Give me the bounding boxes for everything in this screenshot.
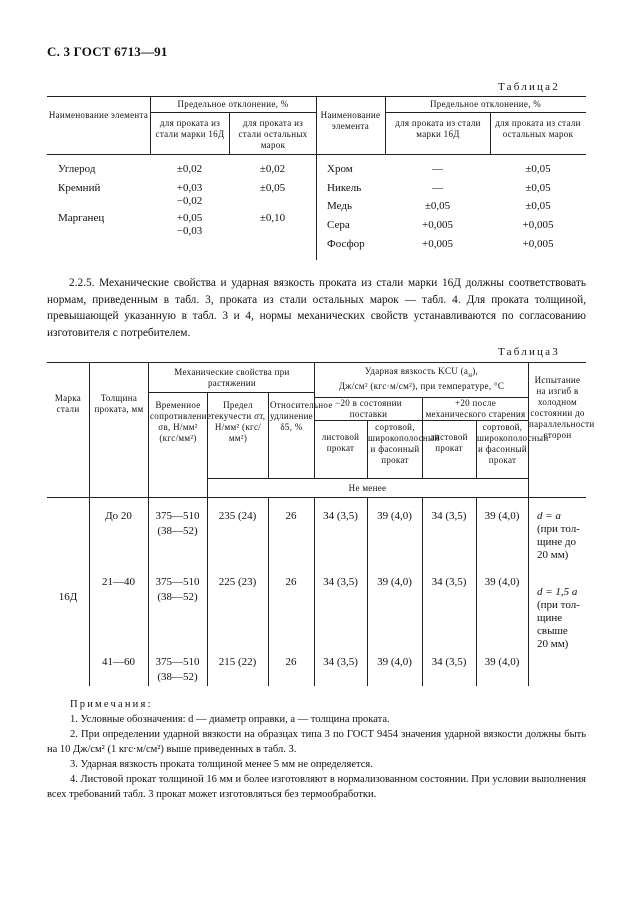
table2-value: +0,05 [176,212,203,224]
table3-header-impact [315,366,528,392]
note-item: 3. Ударная вязкость проката толщиной менее 5 мм не определяется. [70,759,373,770]
table3-bend-line: 20 мм) [537,549,569,561]
table2-value: +0,005 [522,238,554,250]
table3-bend-line: d = a [537,510,561,522]
table3-header-impact-units: Дж/см² (кгс·м/см²), при температуре, °С [338,380,505,391]
table3-tensile-kgf: (38—52) [157,591,198,603]
page-header: С. 3 ГОСТ 6713—91 [47,44,168,59]
table3-impact: 39 (4,0) [484,510,520,522]
table2-value: — [432,163,443,175]
table3-impact: 39 (4,0) [377,510,412,522]
table3-elongation: 26 [285,576,297,588]
table3-vline [148,362,149,686]
table2-col-other-left: для проката из стали остальных марок [238,118,308,150]
table3-rule [148,392,314,393]
table3-steel-grade: 16Д [58,591,78,603]
table3-thickness: 41—60 [102,656,135,668]
table2-value: ±0,02 [176,163,203,175]
notes-title: Примечания: [70,699,153,710]
note-item: 1. Условные обозначения: d — диаметр оправки, a — толщина проката. [70,714,390,725]
table2-value: +0,03 [176,182,203,194]
table3-header-tensile: Временное сопротивление σв, Н/мм² (кгс/мм²) [150,400,212,443]
table3-header-impact-part1: Ударная вязкость KCU (a [364,366,469,376]
table3-impact: 34 (3,5) [323,576,358,588]
table3-rule [207,478,528,479]
table2-col-name-left: Наименование элемента [48,110,149,120]
table3-header-sheet: листовой прокат [430,432,468,453]
table2-value: ±0,02 [259,163,286,175]
table3-bend-line: свыше [537,625,568,637]
table3-header-long: сортовой, широкополосный и фасонный прокат [477,422,549,465]
table3-thickness: До 20 [105,510,132,522]
table3-bend [537,510,580,562]
table3-header-yield: Предел текучести σт, Н/мм² (кгс/мм²) [210,400,266,443]
table3-top-rule [47,362,586,363]
table2-value: ±0,10 [259,212,286,224]
table2-value: ±0,05 [525,182,551,194]
table3-bend-line: d = 1,5 a [537,586,578,598]
table2-col-other-right: для проката из стали остальных марок [495,118,581,139]
table3-header-bend: Испытание на изгиб в холодном состоянии до параллельности сторон [529,375,595,440]
table3-vline [268,392,269,478]
table3-header-elongation: Относительное удлинение δ5, % [270,400,333,432]
paragraph-2-2-5: 2.2.5. Механические свойства и ударная вязкость проката из стали марки 16Д должны соответствовать нормам, приведенным в табл. 3, проката из стали остальных марок — табл. 4. Для проката толщиной, превышающей указанную в табл. 3 и 4, нормы механических свойств устанавливаются по согласованию изготовителя с потребителем. [47,277,586,339]
table2-value: −0,03 [176,225,203,237]
table3-tensile-kgf: (38—52) [157,671,198,683]
table2-col-dev-left: Предельное отклонение, % [177,99,289,109]
table2-header-rule-right [385,112,586,113]
table2-element-name: Кремний [58,182,101,194]
table3-header-thickness: Толщина проката, мм [94,393,144,414]
table2-value: +0,005 [422,219,453,231]
table3-vline [207,392,208,686]
table2-col-16d-right: для проката из стали марки 16Д [395,118,481,139]
table2-value: — [432,182,443,194]
table3-header-plus20: +20 после механического старения [425,398,526,419]
table2-col-dev-right: Предельное отклонение, % [429,99,542,109]
table3-header-sheet: листовой прокат [321,432,360,453]
table2-col-16d-left: для проката из стали марки 16Д [155,118,225,139]
notes-list [47,712,586,802]
note-item: 4. Листовой прокат толщиной 16 мм и более изготовляют в нормализованном состоянии. При условии выполнения всех требований табл. 3 прокат может изготовляться без термообработки. [47,774,586,800]
table3-impact: 39 (4,0) [377,656,412,668]
table3-header-impact-part2: ), [472,366,479,376]
table2-value: ±0,05 [424,200,451,212]
table3-tensile: 375—510 [155,510,200,522]
table3-header-mark: Марка стали [54,393,82,414]
table2-element-name: Медь [327,200,352,212]
note-item: 2. При определении ударной вязкости на образцах типа 3 по ГОСТ 9454 значения ударной вязкости должны быть на 10 Дж/см² (1 кгс·м/см²) выше приведенных в табл. 3. [47,729,586,755]
table3-thickness: 21—40 [102,576,135,588]
table3-yield: 215 (22) [218,656,257,668]
table3-header-notless: Не менее [348,483,387,493]
table2-element-name: Сера [327,219,350,231]
table3-impact: 34 (3,5) [323,510,358,522]
table3-tensile: 375—510 [155,576,200,588]
table2-value: +0,005 [522,219,554,231]
table3-impact: 34 (3,5) [323,656,358,668]
table3-bend-line: (при тол- [537,523,580,535]
table2-element-name: Углерод [58,163,96,175]
table2-element-name: Марганец [58,212,105,224]
table3-bend-line: щине до [537,536,576,548]
table2-header-rule-left [150,112,316,113]
table3-bend-line: 20 мм) [537,638,569,650]
table3-impact: 34 (3,5) [431,656,467,668]
table2-value: ±0,05 [525,163,551,175]
table3-impact: 39 (4,0) [484,656,520,668]
table3-caption: Таблица3 [498,346,560,358]
table3-rule [314,420,528,421]
table3-tensile-kgf: (38—52) [157,525,198,537]
table3-impact: 39 (4,0) [377,576,412,588]
table3-tensile: 375—510 [155,656,200,668]
table3-header-long: сортовой, широкополосный и фасонный прокат [368,422,440,465]
table2-value: ±0,05 [259,182,286,194]
table3-header-bottom-rule [47,497,586,498]
table3-elongation: 26 [285,510,297,522]
table3-yield: 225 (23) [218,576,257,588]
table3-header-mech: Механические свойства при растяжении [174,367,290,388]
table3-bend-line: (при тол- [537,599,580,611]
table3-impact: 34 (3,5) [431,510,467,522]
table2-element-name: Никель [327,182,362,194]
table3-elongation: 26 [285,656,297,668]
table2-value: ±0,05 [525,200,551,212]
table3-header-impact-sub: н [468,370,473,379]
table2-value: +0,005 [422,238,453,250]
table3-impact: 39 (4,0) [484,576,520,588]
table2-vline [229,112,230,154]
table3-yield: 235 (24) [218,510,257,522]
table2-caption: Таблица2 [498,81,560,93]
table3-impact: 34 (3,5) [431,576,467,588]
table2-value: −0,02 [176,195,203,207]
table2-element-name: Хром [327,163,353,175]
table2-vline [490,112,491,154]
table2-col-name-right: Наименование элемента [320,110,381,131]
table3-bend-line: щине [537,612,563,624]
table2-element-name: Фосфор [327,238,365,250]
table3-header-minus20: −20 в состоянии поставки [335,398,402,419]
table3-bend [537,586,580,651]
